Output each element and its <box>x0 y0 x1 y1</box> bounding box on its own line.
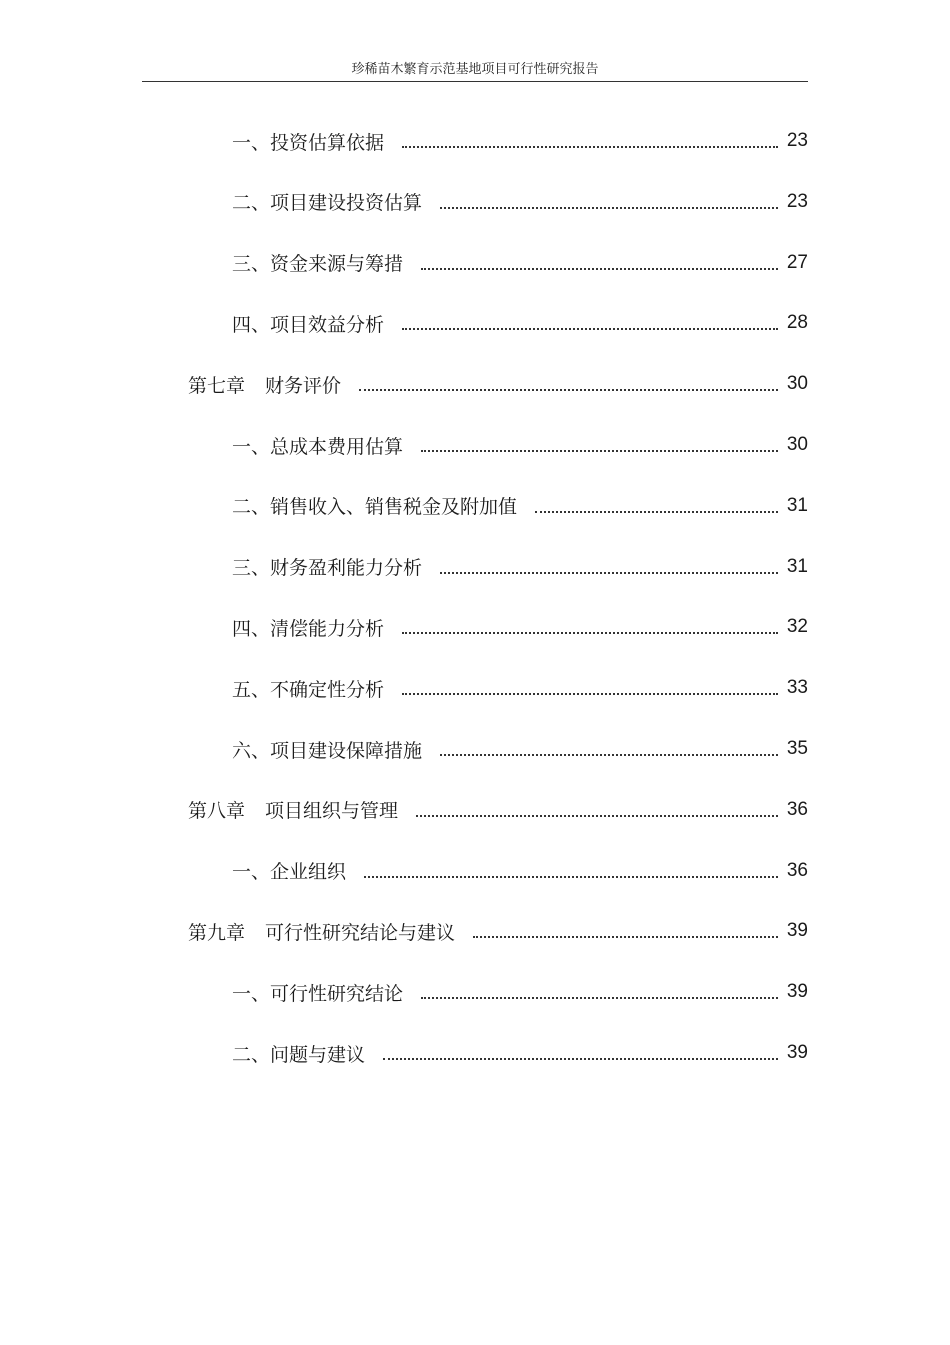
toc-page-number: 30 <box>786 434 808 455</box>
toc-page-number: 39 <box>786 1042 808 1063</box>
toc-entry-label: 五、不确定性分析 <box>232 678 385 701</box>
toc-chapter-title: 财务评价 <box>265 374 342 397</box>
toc-page-number: 36 <box>786 798 808 820</box>
toc-dot-leader <box>421 268 778 270</box>
toc-dot-leader <box>402 146 778 148</box>
toc-entry-label: 二、销售收入、销售税金及附加值 <box>232 496 518 519</box>
toc-section-entry[interactable] <box>232 552 808 582</box>
toc-entry-label <box>188 796 398 823</box>
toc-section-entry[interactable] <box>232 977 808 1007</box>
toc-entry-label <box>188 371 341 398</box>
toc-page-number: 27 <box>786 251 808 273</box>
toc-page-number: 33 <box>786 677 808 699</box>
toc-dot-leader <box>535 511 778 513</box>
toc-dot-leader <box>440 572 778 574</box>
page-header: 珍稀苗木繁育示范基地项目可行性研究报告 <box>351 62 599 77</box>
toc-page-number: 23 <box>786 190 808 212</box>
toc-dot-leader <box>402 328 778 330</box>
toc-section-entry[interactable] <box>232 856 808 886</box>
toc-entry-label: 二、问题与建议 <box>232 1043 366 1066</box>
toc-entry-label: 二、项目建设投资估算 <box>232 192 423 215</box>
toc-page-number: 39 <box>786 981 808 1003</box>
toc-page-number: 28 <box>786 312 808 334</box>
toc-page-number: 23 <box>786 130 808 151</box>
toc-dot-leader <box>402 632 778 634</box>
toc-dot-leader <box>402 693 778 695</box>
toc-entry-label: 三、财务盈利能力分析 <box>232 557 423 580</box>
toc-dot-leader <box>416 815 778 817</box>
toc-dot-leader <box>383 1058 778 1060</box>
toc-section-entry[interactable] <box>232 1038 808 1068</box>
toc-dot-leader <box>473 936 778 938</box>
toc-page-number: 30 <box>786 373 808 395</box>
toc-section-entry[interactable] <box>232 187 808 217</box>
toc-section-entry[interactable] <box>232 491 808 521</box>
toc-entry-label: 一、企业组织 <box>232 861 347 884</box>
toc-section-entry[interactable] <box>232 430 808 460</box>
toc-entry-label: 一、可行性研究结论 <box>232 982 404 1005</box>
toc-dot-leader <box>421 997 778 999</box>
toc-entry-label: 四、项目效益分析 <box>232 313 385 336</box>
toc-section-entry[interactable] <box>232 308 808 338</box>
toc-page-number: 35 <box>786 738 808 759</box>
toc-section-entry[interactable] <box>232 673 808 703</box>
toc-section-entry[interactable] <box>232 734 808 764</box>
toc-dot-leader <box>440 207 778 209</box>
toc-chapter-title: 可行性研究结论与建议 <box>265 921 456 944</box>
toc-page-number: 31 <box>786 555 808 577</box>
toc-page-number: 32 <box>786 616 808 638</box>
toc-section-entry[interactable] <box>232 612 808 642</box>
toc-section-entry[interactable] <box>232 126 808 156</box>
toc-entry-label: 一、投资估算依据 <box>232 131 385 154</box>
toc-page-number: 31 <box>786 494 808 516</box>
toc-section-entry[interactable] <box>232 248 808 278</box>
toc-chapter-entry[interactable] <box>188 916 808 946</box>
toc-chapter-entry[interactable] <box>188 795 808 825</box>
toc-dot-leader <box>421 450 778 452</box>
toc-chapter-title: 项目组织与管理 <box>265 800 399 823</box>
toc-entry-label: 六、项目建设保障措施 <box>232 739 423 762</box>
toc-page-number: 36 <box>786 859 808 881</box>
toc-chapter-number: 第八章 <box>188 800 246 823</box>
toc-page-number: 39 <box>786 920 808 942</box>
toc-chapter-number: 第九章 <box>188 921 246 944</box>
toc-dot-leader <box>440 754 778 756</box>
toc-entry-label: 三、资金来源与筹措 <box>232 253 404 276</box>
toc-entry-label: 一、总成本费用估算 <box>232 435 404 458</box>
toc-entry-label: 四、清偿能力分析 <box>232 617 385 640</box>
toc-entry-label <box>188 918 455 945</box>
toc-chapter-entry[interactable] <box>188 369 808 399</box>
toc-dot-leader <box>364 876 778 878</box>
toc-dot-leader <box>359 389 778 391</box>
toc-chapter-number: 第七章 <box>188 374 246 397</box>
